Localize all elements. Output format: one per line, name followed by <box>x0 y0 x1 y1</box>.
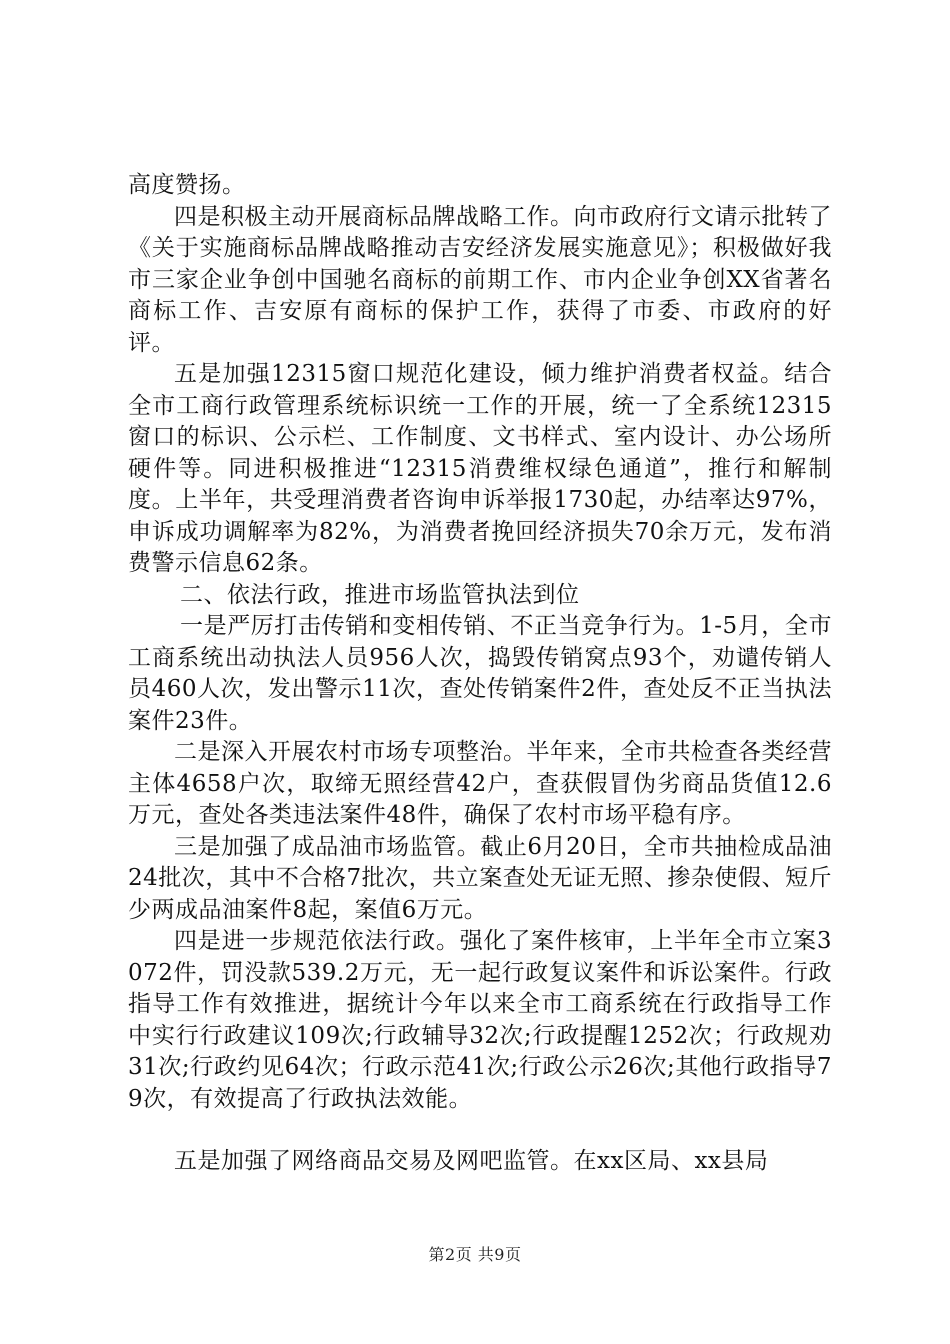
page-number-footer: 第2页 共9页 <box>428 1245 522 1264</box>
paragraph-trademark-strategy: 四是积极主动开展商标品牌战略工作。向市政府行文请示批转了《关于实施商标品牌战略推动吉安经济发展实施意见》；积极做好我市三家企业争创中国驰名商标的前期工作、市内企业争创XX省著名商标工作、吉安原有商标的保护工作，获得了市委、市政府的好评。 <box>128 203 832 356</box>
document-body <box>128 170 832 1178</box>
paragraph-continuation: 高度赞扬。 <box>128 172 246 198</box>
paragraph-administration: 四是进一步规范依法行政。强化了案件核审，上半年全市立案3072件，罚没款539.2万元，无一起行政复议案件和诉讼案件。行政指导工作有效推进，据统计今年以来全市工商系统在行政指导工作中实行行政建议109次;行政辅导32次;行政提醒1252次；行政规劝31次;行政约见64次；行政示范41次;行政公示26次;其他行政指导79次，有效提高了行政执法效能。 <box>128 928 832 1112</box>
paragraph-rural-market: 二是深入开展农村市场专项整治。半年来，全市共检查各类经营主体4658户次，取缔无照经营42户，查获假冒伪劣商品货值12.6万元，查处各类违法案件48件，确保了农村市场平稳有序。 <box>128 739 832 828</box>
paragraph-oil-market: 三是加强了成品油市场监管。截止6月20日，全市共抽检成品油24批次，其中不合格7批次，共立案查处无证无照、掺杂使假、短斤少两成品油案件8起，案值6万元。 <box>128 833 832 923</box>
paragraph-online-trade: 五是加强了网络商品交易及网吧监管。在xx区局、xx县局 <box>174 1148 769 1174</box>
section-heading-law-enforcement: 二、依法行政，推进市场监管执法到位 <box>180 581 580 608</box>
paragraph-12315-window: 五是加强12315窗口规范化建设，倾力维护消费者权益。结合全市工商行政管理系统标识统一工作的开展，统一了全系统12315窗口的标识、公示栏、工作制度、文书样式、室内设计、办公场所硬件等。同进积极推进“12315消费维权绿色通道”，推行和解制度。上半年，共受理消费者咨询申诉举报1730起，办结率达97%，申诉成功调解率为82%，为消费者挽回经济损失70余万元，发布消费警示信息62条。 <box>128 361 832 576</box>
paragraph-anti-pyramid-selling: 一是严厉打击传销和变相传销、不正当竞争行为。1-5月，全市工商系统出动执法人员956人次，捣毁传销窝点93个，劝谴传销人员460人次，发出警示11次，查处传销案件2件，查处反不正当执法案件23件。 <box>128 613 832 734</box>
